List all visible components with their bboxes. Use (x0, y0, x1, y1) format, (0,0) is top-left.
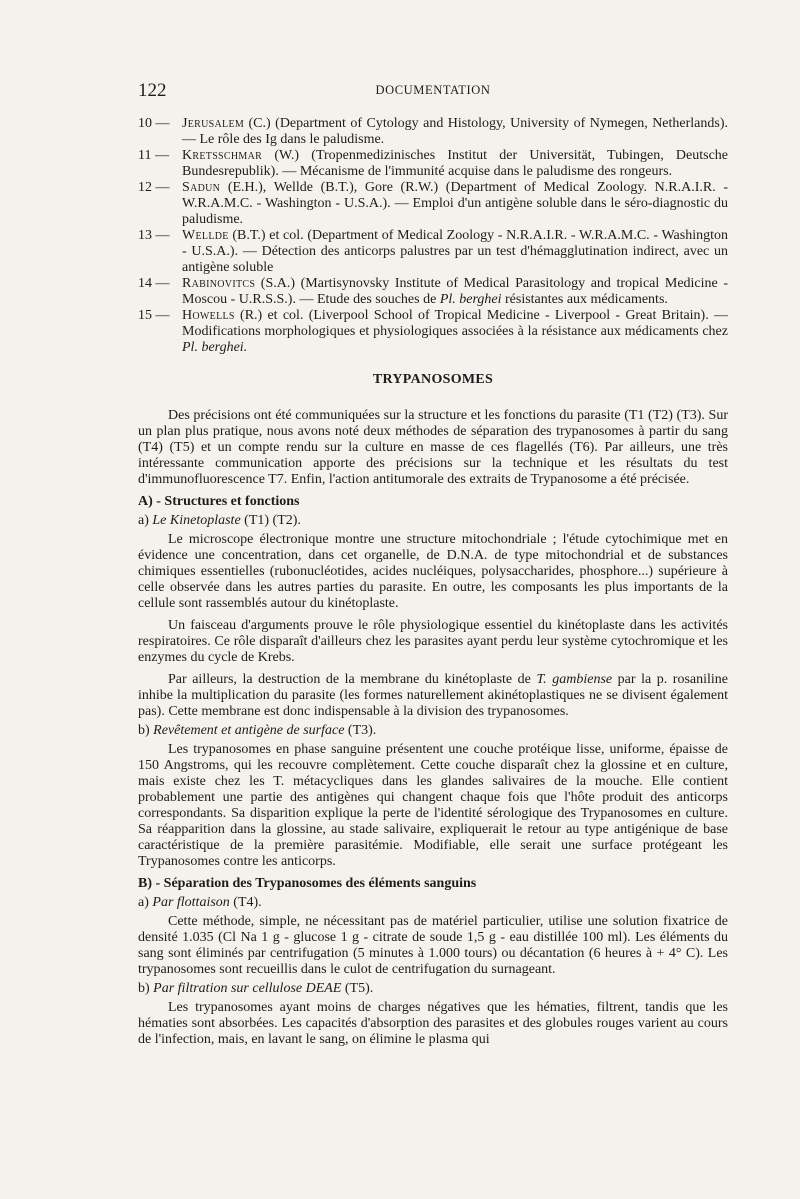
reference-author: Kretsschmar (182, 148, 263, 163)
paragraph: Un faisceau d'arguments prouve le rôle physiologique essentiel du kinétoplaste dans les activités respiratoires. Ce rôle disparaît d'ailleurs chez les parasites ayant perdu leur système cytochromique et les enzymes du cycle de Krebs. (138, 618, 728, 665)
reference-item: 14 — Rabinovitcs (S.A.) (Martisynovsky Institute of Medical Parasitology and tropical Medicine - Moscou - U.R.S.S.). — Etude des souches de Pl. berghei résistantes aux médicaments. (138, 276, 728, 307)
subsection-heading: b) Revêtement et antigène de surface (T3). (138, 723, 377, 738)
reference-author: Sadun (182, 180, 221, 195)
paragraph: Par ailleurs, la destruction de la membrane du kinétoplaste de T. gambiense par la p. rosaniline inhibe la multiplication du parasite (les formes naturellement akinétoplastiques ne se divisent également pas). Cette membrane est donc indispensable à la division des trypanosomes. (138, 672, 729, 719)
running-title: DOCUMENTATION (375, 83, 491, 97)
reference-author: Rabinovitcs (182, 276, 256, 291)
section-heading-a: A) - Structures et fonctions (138, 494, 300, 509)
paragraph: Les trypanosomes en phase sanguine présentent une couche protéique lisse, uniforme, épaisse de 150 Angstroms, qui les recouvre complètement. Cette couche disparaît chez la glossine et en culture, mais existe chez les T. métacycliques dans les glandes salivaires de la mouche. Elle contient probablement une partie des antigènes qui changent chaque fois que l'hôte produit des anticorps correspondants. Sa disparition explique la perte de l'identité sérologique des Trypanosomes en culture. Sa réapparition dans la glossine, au stade salivaire, expliquerait le retour au type antigénique de base caractéristique de la première parasitémie. Modifiable, elle serait une surface protégeant les Trypanosomes contre les anticorps. (138, 742, 728, 869)
paragraph: Cette méthode, simple, ne nécessitant pas de matériel particulier, utilise une solution fixatrice de densité 1.035 (Cl Na 1 g - glucose 1 g - citrate de soude 1,5 g - eau distillée 100 ml). Les éléments du sang sont éliminés par centrifugation (5 minutes à 1.000 tours) ou décantation (6 heures à + 4° C). Les trypanosomes sont recueillis dans le culot de centrifugation du surnageant. (138, 914, 728, 977)
reference-author: Jerusalem (182, 116, 245, 131)
reference-item: 15 — Howells (R.) et col. (Liverpool School of Tropical Medicine - Liverpool - Great Britain). — Modifications morphologiques et physiologiques associées à la résistance aux médicaments chez Pl. berghei. (138, 308, 728, 355)
page-number: 122 (138, 80, 167, 101)
paragraph: Les trypanosomes ayant moins de charges négatives que les hématies, filtrent, tandis que les hématies sont absorbées. Les capacités d'absorption des parasites et des globules rouges varient au cours de l'infection, mais, en lavant le sang, on élimine le plasma qui (138, 1000, 728, 1047)
subsection-heading: a) Le Kinetoplaste (T1) (T2). (138, 513, 301, 528)
subsection-heading: a) Par flottaison (T4). (138, 895, 262, 910)
running-header (138, 80, 728, 106)
reference-item: 12 — Sadun (E.H.), Wellde (B.T.), Gore (R.W.) (Department of Medical Zoology. N.R.A.I.R. - W.R.A.M.C. - Washington - U.S.A.). — Emploi d'un antigène soluble dans le séro-diagnostic du paludisme. (138, 180, 728, 227)
subsection-heading: b) Par filtration sur cellulose DEAE (T5). (138, 981, 374, 996)
reference-item: 11 — Kretsschmar (W.) (Tropenmedizinisches Institut der Universität, Tubingen, Deutsche Bundesrepublik). — Mécanisme de l'immunité acquise dans le paludisme des rongeurs. (138, 148, 728, 179)
section-heading-b: B) - Séparation des Trypanosomes des éléments sanguins (138, 876, 477, 891)
reference-item: 10 — Jerusalem (C.) (Department of Cytology and Histology, University of Nymegen, Netherlands). — Le rôle des Ig dans le paludisme. (138, 116, 728, 147)
reference-author: Howells (182, 308, 235, 323)
reference-list (138, 116, 728, 356)
section-title: TRYPANOSOMES (372, 372, 494, 387)
reference-author: Wellde (182, 228, 229, 243)
paragraph: Le microscope électronique montre une structure mitochondriale ; l'étude cytochimique met en évidence une concentration, dans cet organelle, de D.N.A. de type mitochondrial et de substances chimiques essentielles (rubonucléotides, acides nucléiques, polysaccharides, phosphore...) supérieure à celle observée dans les autres parties du parasite. En outre, les composants les plus importants de la cellule sont rassemblés autour du kinétoplaste. (138, 532, 728, 611)
page-body (138, 116, 728, 1048)
reference-item: 13 — Wellde (B.T.) et col. (Department of Medical Zoology - N.R.A.I.R. - W.R.A.M.C. - Washington - U.S.A.). — Détection des anticorps palustres par un test d'hémagglutination indirect, avec un antigène soluble (138, 228, 728, 275)
intro-paragraph: Des précisions ont été communiquées sur la structure et les fonctions du parasite (T1 (T2) (T3). Sur un plan plus pratique, nous avons noté deux méthodes de séparation des trypanosomes à partir du sang (T4) (T5) et un compte rendu sur la culture en masse de ces flagellés (T6). Par ailleurs, une très intéressante communication apporte des précisions sur la technique et les résultats du test d'immunofluorescence T7. Enfin, l'action antitumorale des extraits de Trypanosome a été précisée. (138, 408, 728, 487)
